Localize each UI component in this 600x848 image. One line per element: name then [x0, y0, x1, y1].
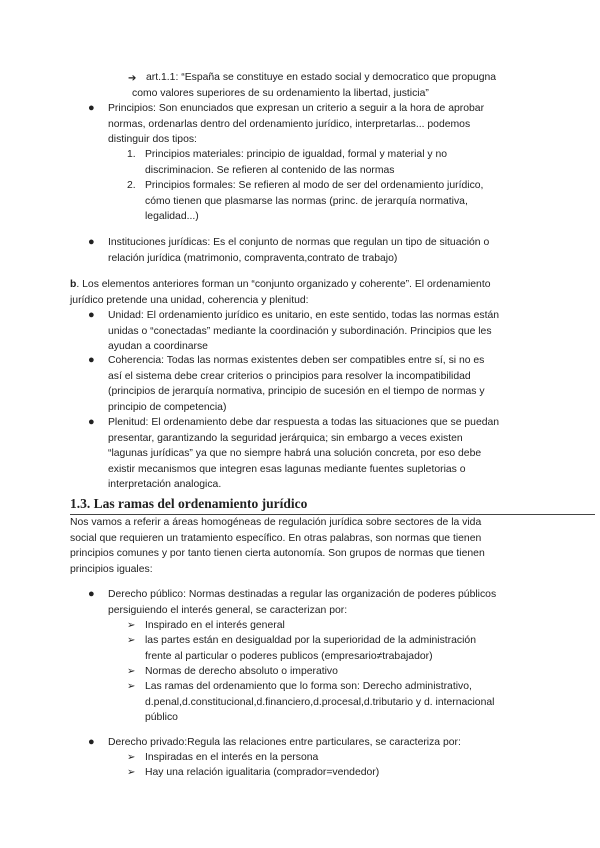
article-quote: art.1.1: “España se constituye en estado social y democratico que propugna como valores superiores de su ordenamiento la libertad, justicia”: [132, 72, 497, 99]
bullet-icon: ●: [88, 354, 95, 366]
arrowhead-bullet-icon: ➢: [127, 635, 136, 646]
list-number: 2.: [127, 180, 136, 191]
arrow-bullet-icon: ➔: [128, 73, 137, 84]
publico-sub-item: Normas de derecho absoluto o imperativo: [145, 666, 338, 677]
publico-sub-item: Las ramas del ordenamiento que lo forma son: Derecho administrativo, d.penal,d.constitucional,d.financiero,d.procesal,d.tributario y d. internacional público: [145, 681, 495, 723]
privado-sub-item: Inspiradas en el interés en la persona: [145, 752, 319, 763]
arrowhead-bullet-icon: ➢: [127, 681, 136, 692]
arrowhead-bullet-icon: ➢: [127, 620, 136, 631]
section-intro: Nos vamos a referir a áreas homogéneas de regulación jurídica sobre sectores de la vida social que requieren un tratamiento específico. En otras palabras, son normas que tienen principios comunes y por tanto tienen cierta autonomía. Son grupos de normas que tienen principios iguales:: [70, 517, 485, 575]
privado-sub-item: Hay una relación igualitaria (comprador=vendedor): [145, 767, 380, 778]
bullet-icon: ●: [88, 309, 95, 321]
principios-formales: Principios formales: Se refieren al modo de ser del ordenamiento jurídico, cómo tienen que plasmarse las normas (princ. de jerarquía normativa, legalidad...): [145, 180, 484, 222]
section-b-intro: b. Los elementos anteriores forman un “conjunto organizado y coherente”. El ordenamiento jurídico pretende una unidad, coherencia y plenitud:: [70, 279, 491, 306]
unidad-item: Unidad: El ordenamiento jurídico es unitario, en este sentido, todas las normas están unidas o “conectadas” mediante la coordinación y subordinación. Principios que les ayudan a coordinarse: [108, 310, 500, 352]
section-heading-text: 1.3. Las ramas del ordenamiento jurídico: [70, 496, 308, 511]
arrowhead-bullet-icon: ➢: [127, 666, 136, 677]
bullet-icon: ●: [88, 588, 95, 600]
bullet-icon: ●: [88, 736, 95, 748]
arrowhead-bullet-icon: ➢: [127, 752, 136, 763]
derecho-privado-item: Derecho privado:Regula las relaciones entre particulares, se caracteriza por:: [108, 737, 461, 748]
bullet-icon: ●: [88, 102, 95, 114]
coherencia-item: Coherencia: Todas las normas existentes deben ser compatibles entre sí, si no es así el sistema debe crear criterios o principios para resolver la incompatibilidad (principios de jerarquía normativa, principio de sucesión en el tiempo de normas y principio de competencia): [108, 355, 485, 413]
publico-sub-item: Inspirado en el interés general: [145, 620, 285, 631]
bullet-icon: ●: [88, 236, 95, 248]
bullet-icon: ●: [88, 416, 95, 428]
section-heading: [70, 494, 595, 515]
section-letter: b: [70, 279, 77, 290]
publico-sub-item: las partes están en desigualdad por la superioridad de la administración frente al particular o poderes publicos (empresario≠trabajador): [145, 635, 476, 662]
plenitud-item: Plenitud: El ordenamiento debe dar respuesta a todas las situaciones que se puedan presentar, garantizando la seguridad jerárquica; sin embargo a veces existen “lagunas jurídicas” ya que no siempre habrá una solución concreta, por eso debe existir mecanismos que integren esas lagunas mediante fuentes supletorias o interpretación analogica.: [108, 417, 500, 490]
principios-item: Principios: Son enunciados que expresan un criterio a seguir a la hora de aprobar normas, ordenarlas dentro del ordenamiento jurídico, interpretarlas... podemos distinguir dos tipos:: [108, 103, 485, 145]
principios-materiales: Principios materiales: principio de igualdad, formal y material y no discriminacion. Se refieren al contenido de las normas: [145, 149, 448, 176]
list-number: 1.: [127, 149, 136, 160]
derecho-publico-item: Derecho público: Normas destinadas a regular las organización de poderes públicos persiguiendo el interés general, se caracterizan por:: [108, 589, 497, 616]
instituciones-item: Instituciones jurídicas: Es el conjunto de normas que regulan un tipo de situación o relación jurídica (matrimonio, compraventa,contrato de trabajo): [108, 237, 490, 264]
arrowhead-bullet-icon: ➢: [127, 767, 136, 778]
